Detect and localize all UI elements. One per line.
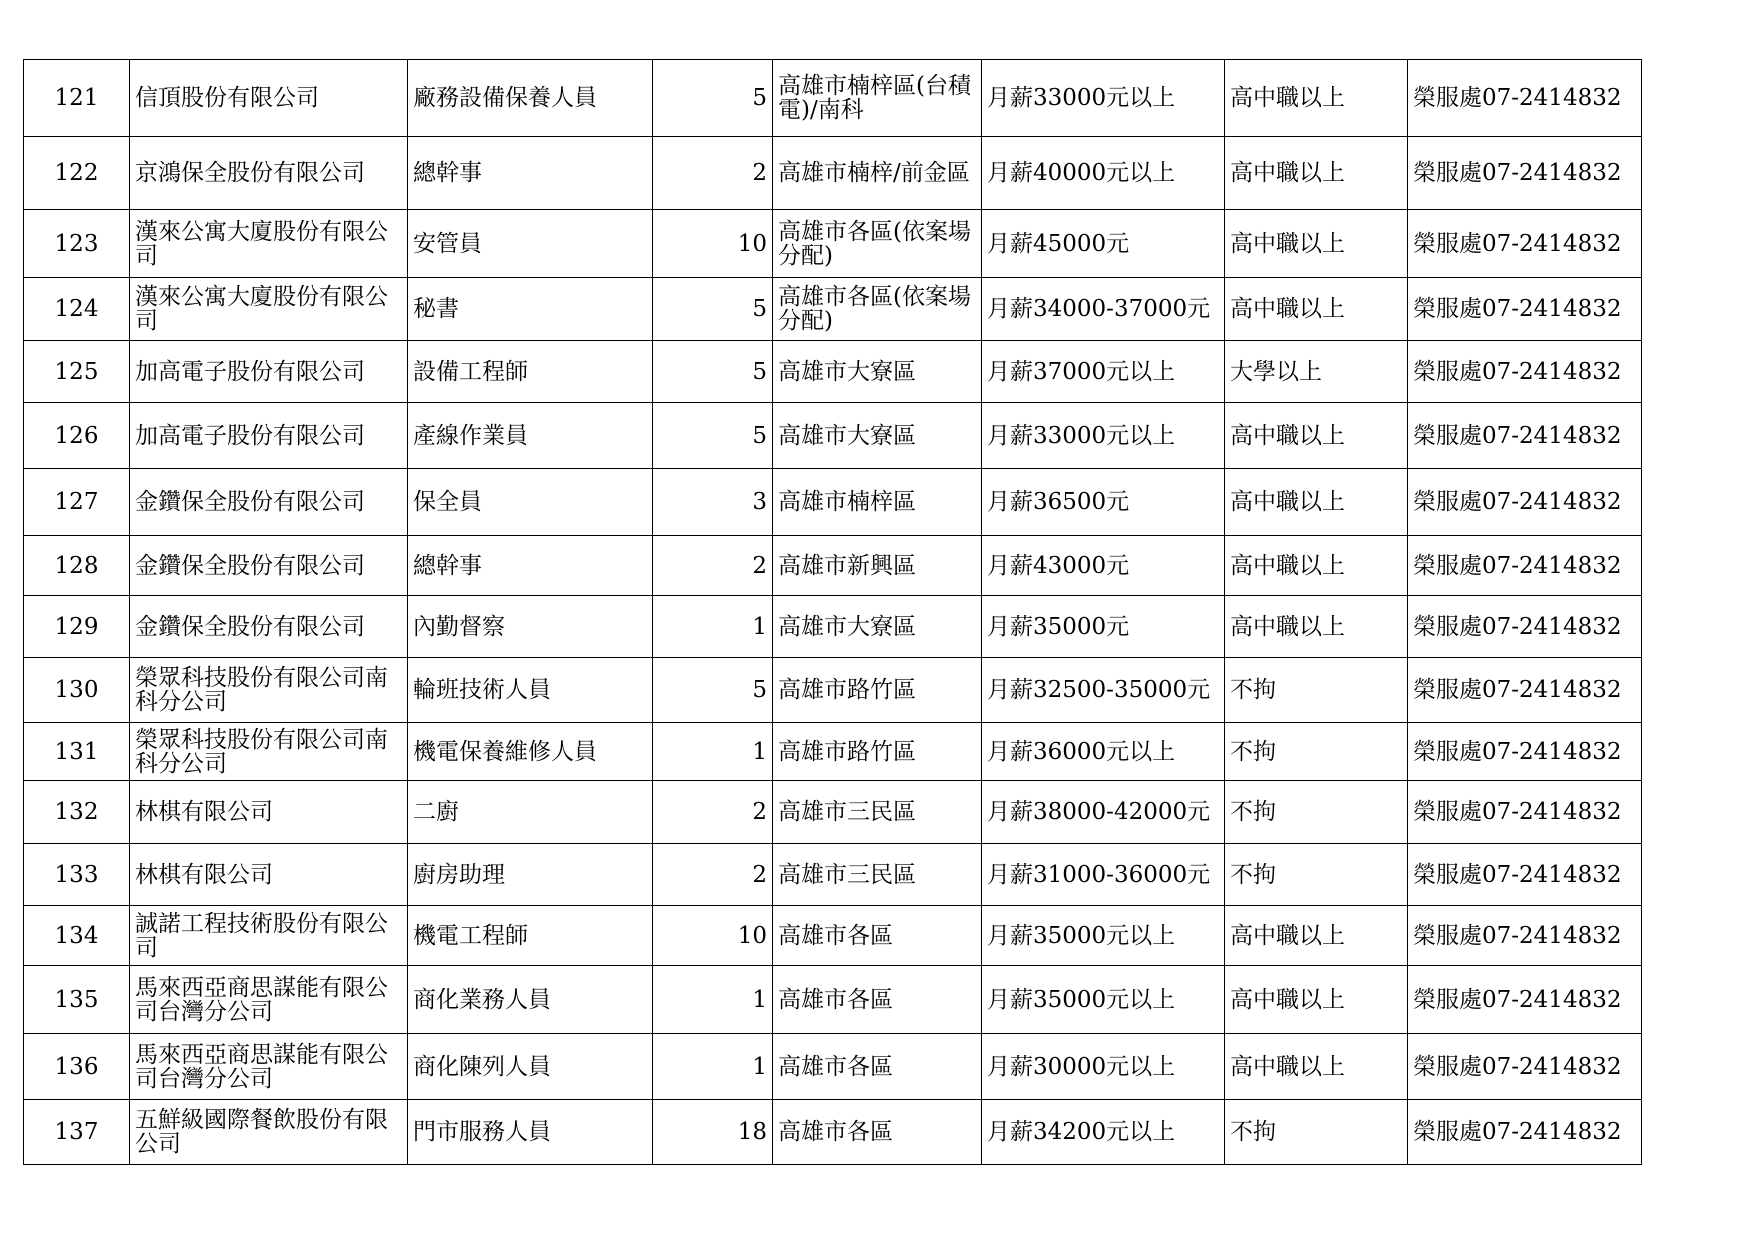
contact: 榮服處07-2414832: [1408, 844, 1642, 906]
education-requirement: 高中職以上: [1225, 1034, 1408, 1100]
education-requirement: 高中職以上: [1225, 469, 1408, 536]
work-location: 高雄市新興區: [773, 536, 982, 596]
row-number: 131: [24, 723, 130, 781]
work-location: 高雄市各區: [773, 966, 982, 1034]
opening-count: 1: [653, 596, 773, 658]
company-name: 誠諾工程技術股份有限公司: [130, 906, 408, 966]
row-number: 137: [24, 1100, 130, 1165]
table-row: [24, 781, 1642, 844]
job-title: 二廚: [408, 781, 653, 844]
education-requirement: 不拘: [1225, 844, 1408, 906]
company-name: 加高電子股份有限公司: [130, 403, 408, 469]
opening-count: 2: [653, 536, 773, 596]
contact: 榮服處07-2414832: [1408, 137, 1642, 210]
contact: 榮服處07-2414832: [1408, 210, 1642, 278]
job-title: 保全員: [408, 469, 653, 536]
education-requirement: 高中職以上: [1225, 210, 1408, 278]
table-row: [24, 341, 1642, 403]
contact: 榮服處07-2414832: [1408, 341, 1642, 403]
company-name: 五鮮級國際餐飲股份有限公司: [130, 1100, 408, 1165]
salary: 月薪33000元以上: [982, 403, 1225, 469]
contact: 榮服處07-2414832: [1408, 469, 1642, 536]
work-location: 高雄市楠梓/前金區: [773, 137, 982, 210]
job-title: 機電工程師: [408, 906, 653, 966]
work-location: 高雄市路竹區: [773, 723, 982, 781]
opening-count: 2: [653, 781, 773, 844]
job-title: 總幹事: [408, 137, 653, 210]
opening-count: 1: [653, 1034, 773, 1100]
contact: 榮服處07-2414832: [1408, 536, 1642, 596]
job-title: 商化業務人員: [408, 966, 653, 1034]
table-row: [24, 137, 1642, 210]
table-row: [24, 723, 1642, 781]
table-row: [24, 1034, 1642, 1100]
opening-count: 1: [653, 966, 773, 1034]
company-name: 漢來公寓大廈股份有限公司: [130, 210, 408, 278]
opening-count: 5: [653, 278, 773, 341]
company-name: 漢來公寓大廈股份有限公司: [130, 278, 408, 341]
company-name: 林棋有限公司: [130, 781, 408, 844]
table-row: [24, 906, 1642, 966]
row-number: 124: [24, 278, 130, 341]
work-location: 高雄市大寮區: [773, 596, 982, 658]
education-requirement: 高中職以上: [1225, 596, 1408, 658]
job-title: 安管員: [408, 210, 653, 278]
salary: 月薪35000元以上: [982, 906, 1225, 966]
company-name: 金鑽保全股份有限公司: [130, 596, 408, 658]
salary: 月薪38000-42000元: [982, 781, 1225, 844]
contact: 榮服處07-2414832: [1408, 906, 1642, 966]
contact: 榮服處07-2414832: [1408, 403, 1642, 469]
row-number: 133: [24, 844, 130, 906]
company-name: 馬來西亞商思謀能有限公司台灣分公司: [130, 1034, 408, 1100]
salary: 月薪45000元: [982, 210, 1225, 278]
row-number: 132: [24, 781, 130, 844]
company-name: 信頂股份有限公司: [130, 60, 408, 137]
row-number: 129: [24, 596, 130, 658]
table-row: [24, 536, 1642, 596]
company-name: 榮眾科技股份有限公司南科分公司: [130, 723, 408, 781]
education-requirement: 不拘: [1225, 781, 1408, 844]
table-row: [24, 1100, 1642, 1165]
job-title: 廚房助理: [408, 844, 653, 906]
work-location: 高雄市大寮區: [773, 341, 982, 403]
work-location: 高雄市路竹區: [773, 658, 982, 723]
education-requirement: 大學以上: [1225, 341, 1408, 403]
salary: 月薪34000-37000元: [982, 278, 1225, 341]
company-name: 京鴻保全股份有限公司: [130, 137, 408, 210]
company-name: 金鑽保全股份有限公司: [130, 536, 408, 596]
opening-count: 2: [653, 137, 773, 210]
salary: 月薪37000元以上: [982, 341, 1225, 403]
opening-count: 10: [653, 210, 773, 278]
education-requirement: 高中職以上: [1225, 60, 1408, 137]
job-title: 產線作業員: [408, 403, 653, 469]
salary: 月薪35000元以上: [982, 966, 1225, 1034]
contact: 榮服處07-2414832: [1408, 723, 1642, 781]
job-title: 內勤督察: [408, 596, 653, 658]
opening-count: 1: [653, 723, 773, 781]
work-location: 高雄市各區(依案場分配): [773, 210, 982, 278]
salary: 月薪32500-35000元: [982, 658, 1225, 723]
salary: 月薪36000元以上: [982, 723, 1225, 781]
education-requirement: 高中職以上: [1225, 966, 1408, 1034]
contact: 榮服處07-2414832: [1408, 596, 1642, 658]
work-location: 高雄市三民區: [773, 844, 982, 906]
salary: 月薪35000元: [982, 596, 1225, 658]
contact: 榮服處07-2414832: [1408, 1100, 1642, 1165]
table-row: [24, 596, 1642, 658]
work-location: 高雄市楠梓區: [773, 469, 982, 536]
row-number: 122: [24, 137, 130, 210]
row-number: 123: [24, 210, 130, 278]
salary: 月薪40000元以上: [982, 137, 1225, 210]
job-title: 機電保養維修人員: [408, 723, 653, 781]
job-title: 商化陳列人員: [408, 1034, 653, 1100]
row-number: 134: [24, 906, 130, 966]
education-requirement: 不拘: [1225, 1100, 1408, 1165]
table-row: [24, 844, 1642, 906]
work-location: 高雄市三民區: [773, 781, 982, 844]
education-requirement: 高中職以上: [1225, 536, 1408, 596]
opening-count: 5: [653, 341, 773, 403]
opening-count: 2: [653, 844, 773, 906]
job-title: 廠務設備保養人員: [408, 60, 653, 137]
contact: 榮服處07-2414832: [1408, 1034, 1642, 1100]
table-row: [24, 210, 1642, 278]
work-location: 高雄市各區: [773, 1034, 982, 1100]
work-location: 高雄市大寮區: [773, 403, 982, 469]
company-name: 金鑽保全股份有限公司: [130, 469, 408, 536]
row-number: 136: [24, 1034, 130, 1100]
opening-count: 5: [653, 403, 773, 469]
work-location: 高雄市各區: [773, 1100, 982, 1165]
row-number: 135: [24, 966, 130, 1034]
row-number: 127: [24, 469, 130, 536]
opening-count: 18: [653, 1100, 773, 1165]
salary: 月薪34200元以上: [982, 1100, 1225, 1165]
work-location: 高雄市各區(依案場分配): [773, 278, 982, 341]
education-requirement: 高中職以上: [1225, 403, 1408, 469]
education-requirement: 不拘: [1225, 723, 1408, 781]
row-number: 128: [24, 536, 130, 596]
job-listing-table: [23, 59, 1642, 1165]
table-row: [24, 469, 1642, 536]
row-number: 126: [24, 403, 130, 469]
salary: 月薪31000-36000元: [982, 844, 1225, 906]
education-requirement: 不拘: [1225, 658, 1408, 723]
job-title: 輪班技術人員: [408, 658, 653, 723]
salary: 月薪43000元: [982, 536, 1225, 596]
opening-count: 3: [653, 469, 773, 536]
salary: 月薪36500元: [982, 469, 1225, 536]
contact: 榮服處07-2414832: [1408, 278, 1642, 341]
opening-count: 5: [653, 658, 773, 723]
education-requirement: 高中職以上: [1225, 137, 1408, 210]
table-row: [24, 278, 1642, 341]
opening-count: 10: [653, 906, 773, 966]
contact: 榮服處07-2414832: [1408, 60, 1642, 137]
job-title: 設備工程師: [408, 341, 653, 403]
table-row: [24, 658, 1642, 723]
contact: 榮服處07-2414832: [1408, 658, 1642, 723]
education-requirement: 高中職以上: [1225, 906, 1408, 966]
work-location: 高雄市楠梓區(台積電)/南科: [773, 60, 982, 137]
job-title: 門市服務人員: [408, 1100, 653, 1165]
table-row: [24, 966, 1642, 1034]
company-name: 林棋有限公司: [130, 844, 408, 906]
company-name: 加高電子股份有限公司: [130, 341, 408, 403]
education-requirement: 高中職以上: [1225, 278, 1408, 341]
salary: 月薪30000元以上: [982, 1034, 1225, 1100]
contact: 榮服處07-2414832: [1408, 781, 1642, 844]
job-title: 總幹事: [408, 536, 653, 596]
row-number: 130: [24, 658, 130, 723]
opening-count: 5: [653, 60, 773, 137]
table-row: [24, 60, 1642, 137]
job-title: 秘書: [408, 278, 653, 341]
work-location: 高雄市各區: [773, 906, 982, 966]
contact: 榮服處07-2414832: [1408, 966, 1642, 1034]
row-number: 121: [24, 60, 130, 137]
salary: 月薪33000元以上: [982, 60, 1225, 137]
company-name: 馬來西亞商思謀能有限公司台灣分公司: [130, 966, 408, 1034]
table-row: [24, 403, 1642, 469]
row-number: 125: [24, 341, 130, 403]
company-name: 榮眾科技股份有限公司南科分公司: [130, 658, 408, 723]
